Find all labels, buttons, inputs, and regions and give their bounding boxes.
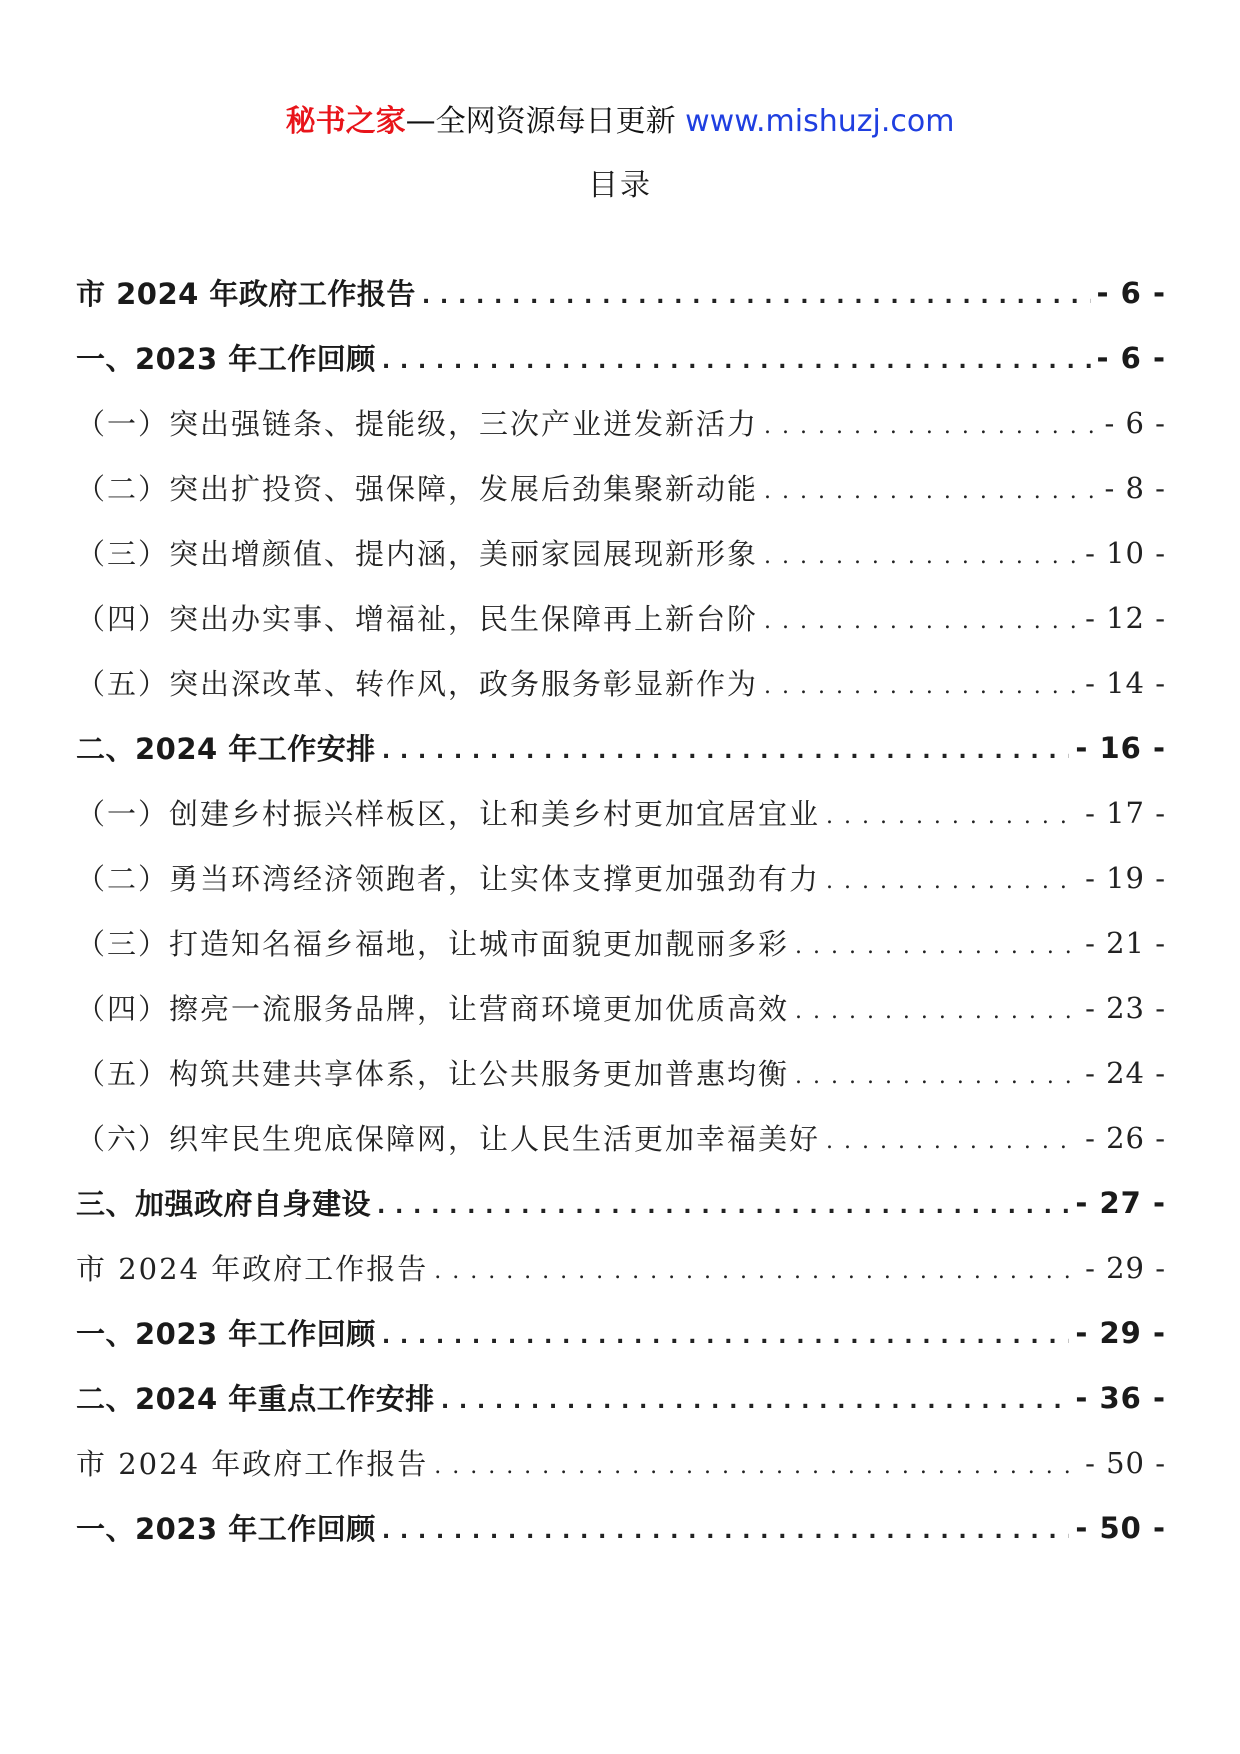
site-url-link[interactable]: www.mishuzj.com bbox=[685, 104, 955, 139]
toc-entry-label: （四）突出办实事、增福祉，民生保障再上新台阶 bbox=[76, 602, 759, 636]
toc-entry-label: 市 2024 年政府工作报告 bbox=[76, 277, 416, 311]
toc-leader-dots bbox=[377, 1189, 1069, 1217]
toc-leader-dots bbox=[434, 1254, 1079, 1282]
toc-leader-dots bbox=[382, 1514, 1070, 1542]
toc-entry[interactable] bbox=[76, 650, 1166, 715]
toc-leader-dots bbox=[382, 344, 1091, 372]
toc-leader-dots bbox=[382, 1319, 1070, 1347]
toc-entry-page: - 23 - bbox=[1085, 990, 1166, 1025]
toc-leader-dots bbox=[441, 1384, 1070, 1412]
toc-entry[interactable] bbox=[76, 975, 1166, 1040]
toc-entry-page: - 27 - bbox=[1075, 1185, 1166, 1220]
toc-entry[interactable] bbox=[76, 1040, 1166, 1105]
toc-entry-page: - 50 - bbox=[1075, 1510, 1166, 1545]
toc-entry-page: - 21 - bbox=[1085, 925, 1166, 960]
toc-entry[interactable] bbox=[76, 1235, 1166, 1300]
toc-entry-page: - 10 - bbox=[1085, 535, 1166, 570]
toc-leader-dots bbox=[795, 1059, 1079, 1087]
toc-entry[interactable] bbox=[76, 780, 1166, 845]
toc-leader-dots bbox=[434, 1449, 1079, 1477]
banner-slogan: —全网资源每日更新 bbox=[405, 104, 686, 139]
toc-entry[interactable] bbox=[76, 520, 1166, 585]
toc-entry[interactable] bbox=[76, 1430, 1166, 1495]
toc-entry-page: - 14 - bbox=[1085, 665, 1166, 700]
toc-entry-page: - 8 - bbox=[1104, 470, 1166, 505]
toc-leader-dots bbox=[764, 409, 1098, 437]
toc-entry[interactable] bbox=[76, 585, 1166, 650]
toc-entry-label: 二、2024 年重点工作安排 bbox=[76, 1382, 435, 1416]
toc-entry[interactable] bbox=[76, 325, 1166, 390]
toc-leader-dots bbox=[795, 929, 1079, 957]
toc-entry-label: 一、2023 年工作回顾 bbox=[76, 1317, 376, 1351]
toc-entry-page: - 12 - bbox=[1085, 600, 1166, 635]
brand-name: 秘书之家 bbox=[285, 104, 406, 139]
toc-entry-page: - 17 - bbox=[1085, 795, 1166, 830]
toc-leader-dots bbox=[764, 604, 1079, 632]
table-of-contents bbox=[76, 260, 1166, 1560]
toc-entry[interactable] bbox=[76, 845, 1166, 910]
toc-leader-dots bbox=[382, 734, 1070, 762]
toc-title: 目录 bbox=[588, 168, 652, 203]
toc-entry-page: - 19 - bbox=[1085, 860, 1166, 895]
toc-entry-label: （三）突出增颜值、提内涵，美丽家园展现新形象 bbox=[76, 537, 759, 571]
toc-entry-page: - 26 - bbox=[1085, 1120, 1166, 1155]
toc-entry-page: - 36 - bbox=[1075, 1380, 1166, 1415]
toc-leader-dots bbox=[826, 799, 1079, 827]
toc-entry-page: - 6 - bbox=[1096, 340, 1166, 375]
toc-leader-dots bbox=[764, 474, 1098, 502]
toc-leader-dots bbox=[795, 994, 1079, 1022]
toc-entry-page: - 24 - bbox=[1085, 1055, 1166, 1090]
toc-entry-label: （二）突出扩投资、强保障，发展后劲集聚新动能 bbox=[76, 472, 759, 506]
toc-leader-dots bbox=[764, 539, 1079, 567]
toc-entry[interactable] bbox=[76, 390, 1166, 455]
toc-entry-page: - 6 - bbox=[1096, 275, 1166, 310]
toc-entry-label: （一）创建乡村振兴样板区，让和美乡村更加宜居宜业 bbox=[76, 797, 821, 831]
toc-leader-dots bbox=[826, 864, 1079, 892]
toc-entry-label: （五）突出深改革、转作风，政务服务彰显新作为 bbox=[76, 667, 759, 701]
toc-entry-label: （五）构筑共建共享体系，让公共服务更加普惠均衡 bbox=[76, 1057, 790, 1091]
toc-leader-dots bbox=[764, 669, 1079, 697]
toc-entry-label: （二）勇当环湾经济领跑者，让实体支撑更加强劲有力 bbox=[76, 862, 821, 896]
toc-entry-label: 一、2023 年工作回顾 bbox=[76, 1512, 376, 1546]
toc-entry-label: 市 2024 年政府工作报告 bbox=[76, 1447, 429, 1481]
toc-leader-dots bbox=[422, 279, 1091, 307]
toc-entry[interactable] bbox=[76, 1170, 1166, 1235]
toc-entry-label: （一）突出强链条、提能级，三次产业迸发新活力 bbox=[76, 407, 759, 441]
toc-entry-label: 市 2024 年政府工作报告 bbox=[76, 1252, 429, 1286]
toc-entry-page: - 50 - bbox=[1085, 1445, 1166, 1480]
toc-entry[interactable] bbox=[76, 715, 1166, 780]
toc-entry[interactable] bbox=[76, 1495, 1166, 1560]
toc-entry-page: - 6 - bbox=[1104, 405, 1166, 440]
toc-entry-page: - 29 - bbox=[1085, 1250, 1166, 1285]
toc-entry[interactable] bbox=[76, 455, 1166, 520]
toc-entry[interactable] bbox=[76, 260, 1166, 325]
site-banner bbox=[0, 100, 1240, 144]
toc-entry[interactable] bbox=[76, 1300, 1166, 1365]
toc-entry-label: （四）擦亮一流服务品牌，让营商环境更加优质高效 bbox=[76, 992, 790, 1026]
toc-leader-dots bbox=[826, 1124, 1079, 1152]
toc-entry[interactable] bbox=[76, 910, 1166, 975]
toc-entry[interactable] bbox=[76, 1365, 1166, 1430]
toc-entry-label: 一、2023 年工作回顾 bbox=[76, 342, 376, 376]
toc-entry-label: 二、2024 年工作安排 bbox=[76, 732, 376, 766]
toc-entry-label: （三）打造知名福乡福地，让城市面貌更加靓丽多彩 bbox=[76, 927, 790, 961]
toc-entry-page: - 16 - bbox=[1075, 730, 1166, 765]
toc-entry-page: - 29 - bbox=[1075, 1315, 1166, 1350]
toc-entry-label: （六）织牢民生兜底保障网，让人民生活更加幸福美好 bbox=[76, 1122, 821, 1156]
toc-entry[interactable] bbox=[76, 1105, 1166, 1170]
toc-entry-label: 三、加强政府自身建设 bbox=[76, 1187, 372, 1221]
